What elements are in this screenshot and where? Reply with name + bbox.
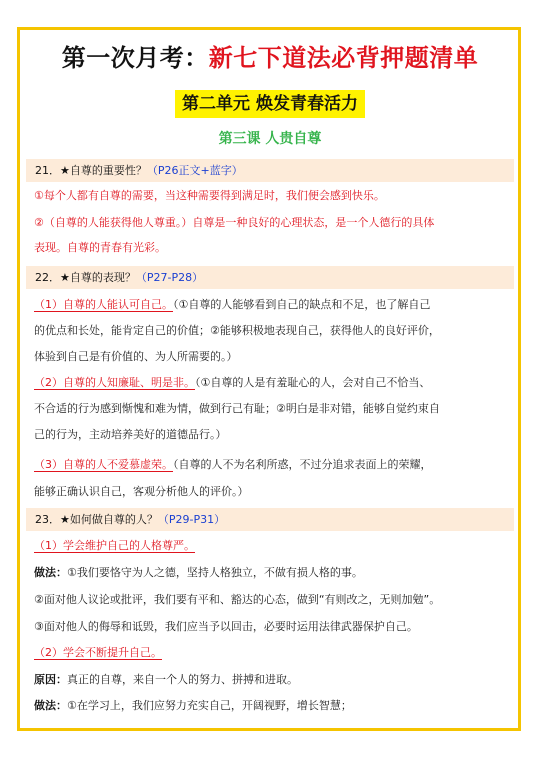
title-prefix: 第一次月考： (61, 44, 209, 72)
q22-point-2-line-2: 不合适的行为感到惭愧和难为情，做到行己有耻；②明白是非对错，能够自觉约束自 (34, 402, 440, 415)
q22-point-1-text: （①自尊的人能够看到自己的缺点和不足，也了解自己 (173, 298, 431, 311)
q23-method-2-line-1 (34, 698, 514, 714)
q23-reason-text: 真正的自尊，来自一个人的努力、拼搏和进取。 (67, 673, 298, 686)
q23-point-1-head: （1）学会维护自己的人格尊严。 (34, 539, 195, 552)
q22-point-3-line-2: 能够正确认识自己，客观分析他人的评价。） (34, 485, 249, 498)
q23-method-1-line-2: ②面对他人议论或批评，我们要有平和、豁达的心态，做到“有则改之，无则加勉”。 (34, 593, 441, 606)
question-22-label: 22．★自尊的表现？ (35, 271, 136, 284)
question-23-ref: （P29-P31） (157, 513, 226, 526)
q23-point-2-head: （2）学会不断提升自己。 (34, 646, 162, 659)
q23-method-2-text-1: ①在学习上，我们应努力充实自己，开阔视野，增长智慧； (67, 699, 352, 712)
q23-reason-label: 原因： (34, 673, 67, 686)
q22-point-1-line-1 (34, 297, 514, 313)
q22-point-3-head: （3）自尊的人不爱慕虚荣。 (34, 458, 173, 471)
q23-method-1-line-3: ③面对他人的侮辱和诋毁，我们应当予以回击，必要时运用法律武器保护自己。 (34, 620, 418, 633)
question-21-ref: （P26正文+蓝字） (146, 164, 243, 177)
q22-point-1-line-2: 的优点和长处，能肯定自己的价值；②能够积极地表现自己，获得他人的良好评价， (34, 324, 440, 337)
q21-line-1: ①每个人都有自尊的需要，当这种需要得到满足时，我们便会感到快乐。 (34, 189, 385, 202)
page-title (0, 38, 540, 73)
question-23-bar (26, 508, 514, 531)
question-21-bar (26, 159, 514, 182)
q23-method-1-text-1: ①我们要恪守为人之德，坚持人格独立，不做有损人格的事。 (67, 566, 363, 579)
q22-point-2-line-3: 己的行为，主动培养美好的道德品行。） (34, 428, 227, 441)
question-23-label: 23．★如何做自尊的人？ (35, 513, 158, 526)
q23-point-2-line (34, 645, 514, 661)
q22-point-3-text: （自尊的人不为名利所惑，不过分追求表面上的荣耀， (173, 458, 432, 471)
question-22-bar (26, 266, 514, 289)
question-22-ref: （P27-P28） (135, 271, 204, 284)
title-main: 新七下道法必背押题清单 (208, 44, 479, 72)
q23-method-1-label: 做法： (34, 566, 67, 579)
q22-point-1-line-3: 体验到自己是有价值的、为人所需要的。） (34, 350, 238, 363)
q22-point-1-head: （1）自尊的人能认可自己。 (34, 298, 173, 311)
q22-point-2-text: （①自尊的人是有羞耻心的人，会对自己不恰当、 (195, 376, 431, 389)
lesson-heading: 第三课 人贵自尊 (218, 131, 322, 147)
unit-heading: 第二单元 焕发青春活力 (175, 90, 365, 118)
q23-method-2-label: 做法： (34, 699, 67, 712)
q21-line-3: 表现。自尊的青春有光彩。 (34, 241, 166, 254)
q23-point-1-line (34, 538, 514, 554)
unit-heading-wrap (0, 90, 540, 118)
q22-point-2-head: （2）自尊的人知廉耻、明是非。 (34, 376, 195, 389)
q23-reason-line (34, 672, 514, 688)
q22-point-3-line-1 (34, 457, 514, 473)
q22-point-2-line-1 (34, 375, 514, 391)
q23-method-1-line-1 (34, 565, 514, 581)
question-21-label: 21．★自尊的重要性？ (35, 164, 147, 177)
q21-line-2: ②（自尊的人能获得他人尊重。）自尊是一种良好的心理状态，是一个人德行的具体 (34, 216, 435, 229)
